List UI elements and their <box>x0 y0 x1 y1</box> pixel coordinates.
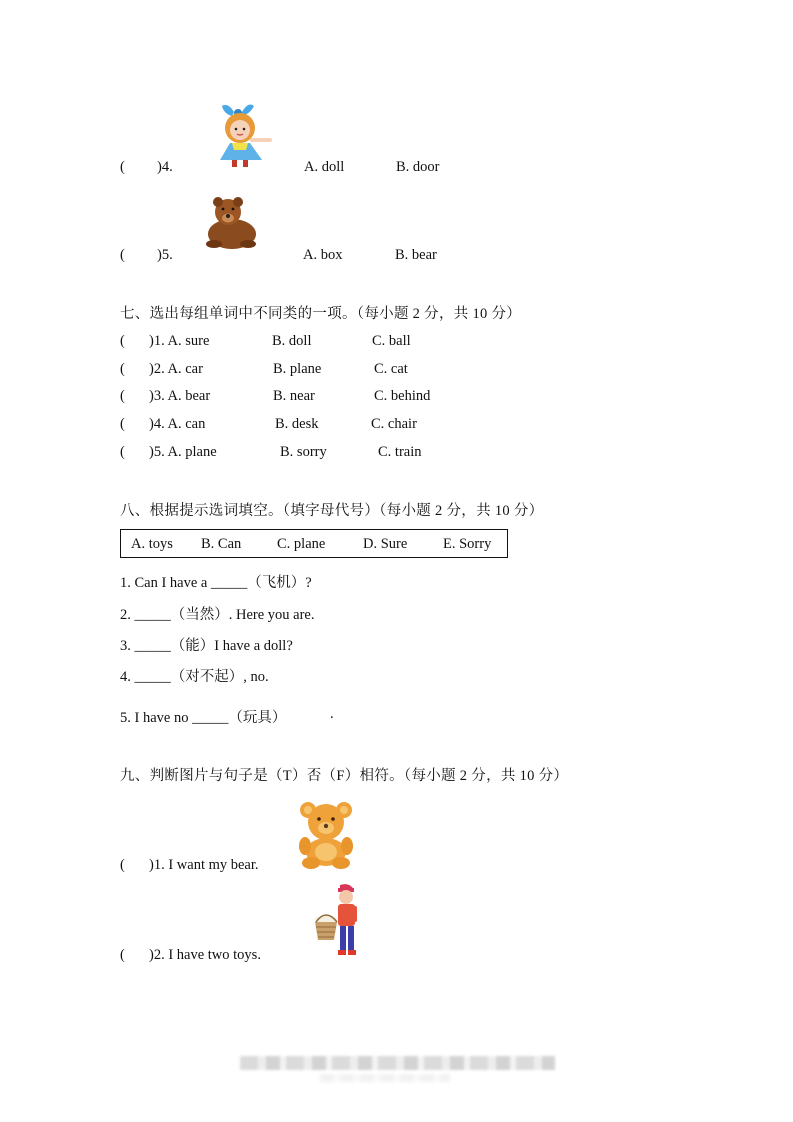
s7-q1-option-c: C. ball <box>372 333 411 349</box>
item4-option-b: B. door <box>396 159 440 175</box>
s7-q5-paren: ( <box>120 444 125 460</box>
s7-q2-paren: ( <box>120 361 125 377</box>
s7-q3-option-a: )3. A. bear <box>149 388 211 404</box>
s9-q1-text: )1. I want my bear. <box>149 857 259 873</box>
s8-q5-period: . <box>330 706 334 722</box>
s7-q2-option-b: B. plane <box>273 361 322 377</box>
s8-q3: 3. _____（能）I have a doll? <box>120 638 293 654</box>
s7-q3-option-c: C. behind <box>374 388 431 404</box>
s7-q1-option-a: )1. A. sure <box>149 333 210 349</box>
s7-q1-option-b: B. doll <box>272 333 312 349</box>
word-option-b: B. Can <box>201 536 242 552</box>
bear-icon <box>202 196 260 250</box>
doll-icon <box>218 98 276 170</box>
teddy-bear-icon <box>296 800 356 870</box>
item5-number: )5. <box>157 247 173 263</box>
s7-q5-option-b: B. sorry <box>280 444 327 460</box>
s7-q2-option-a: )2. A. car <box>149 361 203 377</box>
s8-q2: 2. _____（当然）. Here you are. <box>120 607 315 623</box>
s8-q5: 5. I have no _____（玩具） <box>120 710 287 726</box>
s7-q5-option-a: )5. A. plane <box>149 444 217 460</box>
s8-q4: 4. _____（对不起）, no. <box>120 669 269 685</box>
s7-q4-option-c: C. chair <box>371 416 417 432</box>
item4-option-a: A. doll <box>304 159 345 175</box>
blurred-footer-secondary <box>320 1074 450 1082</box>
word-option-a: A. toys <box>131 536 173 552</box>
s7-q1-paren: ( <box>120 333 125 349</box>
word-option-e: E. Sorry <box>443 536 492 552</box>
s7-q4-paren: ( <box>120 416 125 432</box>
item5-paren: ( <box>120 247 125 263</box>
blurred-footer <box>240 1056 555 1070</box>
boy-with-basket-icon <box>312 882 368 960</box>
s9-q2-text: )2. I have two toys. <box>149 947 261 963</box>
section8-heading: 八、根据提示选词填空。（填字母代号）（每小题 2 分，共 10 分） <box>120 503 544 519</box>
s9-q2-paren: ( <box>120 947 125 963</box>
item4-paren: ( <box>120 159 125 175</box>
s9-q1-paren: ( <box>120 857 125 873</box>
item5-option-b: B. bear <box>395 247 437 263</box>
section9-heading: 九、判断图片与句子是（T）否（F）相符。（每小题 2 分，共 10 分） <box>120 768 569 784</box>
item4-number: )4. <box>157 159 173 175</box>
s7-q4-option-a: )4. A. can <box>149 416 206 432</box>
word-option-c: C. plane <box>277 536 326 552</box>
section7-heading: 七、选出每组单词中不同类的一项。（每小题 2 分，共 10 分） <box>120 306 522 322</box>
word-option-d: D. Sure <box>363 536 408 552</box>
item5-option-a: A. box <box>303 247 343 263</box>
s7-q4-option-b: B. desk <box>275 416 319 432</box>
s7-q3-option-b: B. near <box>273 388 315 404</box>
s7-q2-option-c: C. cat <box>374 361 408 377</box>
s7-q3-paren: ( <box>120 388 125 404</box>
word-bank-box <box>120 529 508 558</box>
s7-q5-option-c: C. train <box>378 444 422 460</box>
s8-q1: 1. Can I have a _____（飞机）? <box>120 575 312 591</box>
